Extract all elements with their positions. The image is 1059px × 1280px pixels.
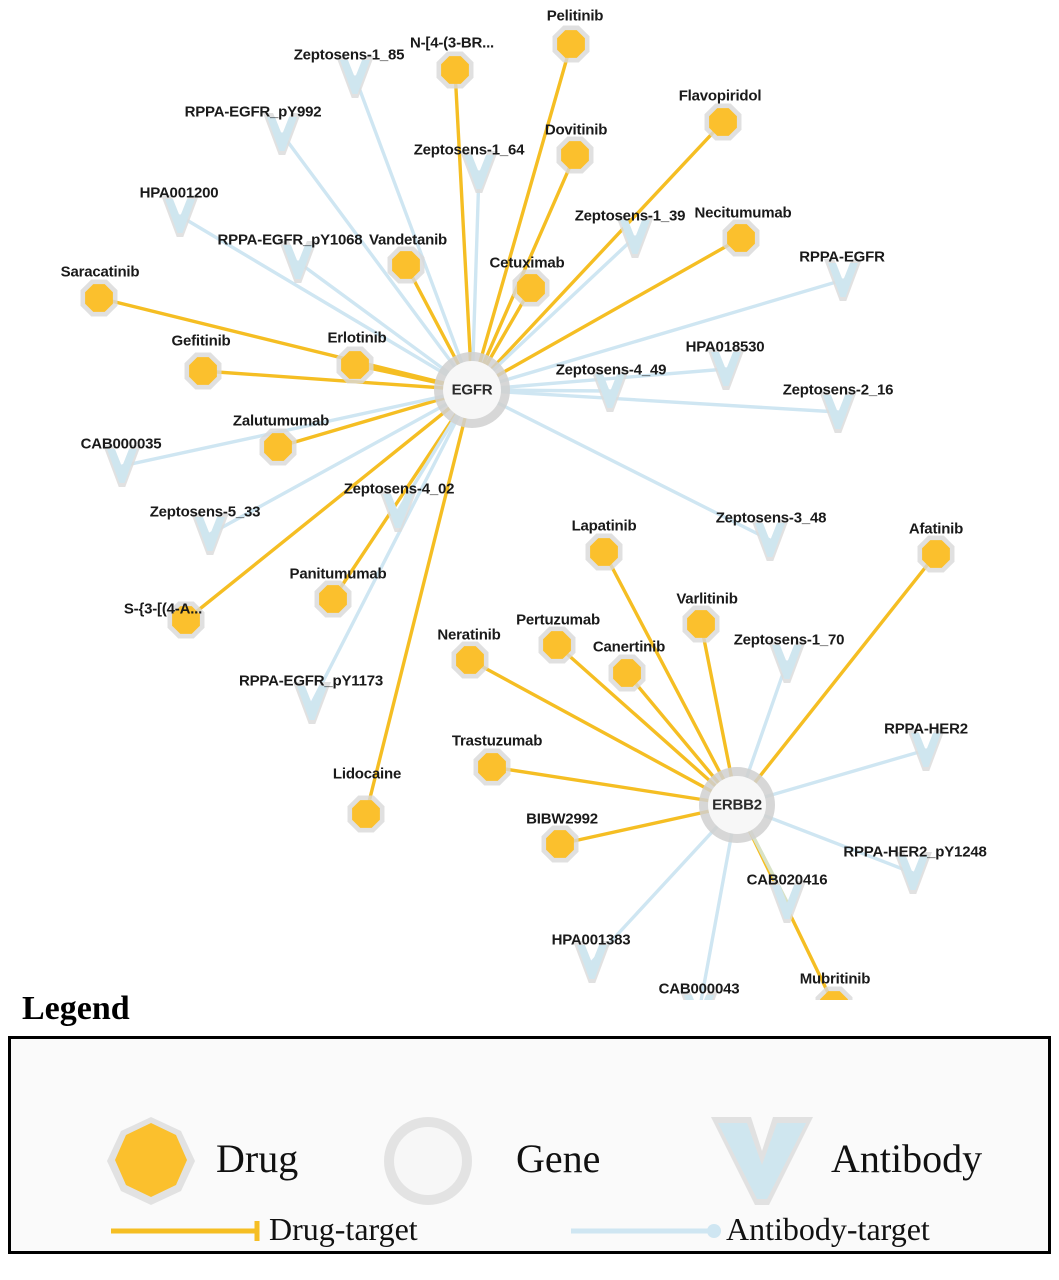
antibody-label-10: CAB000035 [80,435,162,453]
drug-shape [441,56,469,84]
drug-node [683,606,720,643]
drug-label-2: Flavopiridol [678,87,762,105]
antibody-label-15: RPPA-EGFR_pY1173 [238,672,384,690]
drug-label-16: Pertuzumab [516,611,600,629]
drug-shape [561,141,589,169]
drug-shape [590,538,618,566]
drug-shape [517,274,545,302]
drug-shape [85,284,113,312]
antibody-label-19: HPA001383 [551,931,631,949]
legend-antibody-edge [571,1224,721,1238]
drug-shape [546,830,574,858]
edge-drug-1 [455,70,472,390]
legend-antibody-icon [711,1117,813,1205]
drug-shape [543,631,571,659]
drug-node [918,536,955,573]
legend-drug-edge [111,1221,257,1241]
drug-shape [352,800,380,828]
drug-label-7: Saracatinib [60,263,140,281]
drug-node [81,280,118,317]
legend-gene-icon [384,1117,472,1205]
drug-shape [341,351,369,379]
drug-label-6: Cetuximab [489,254,565,272]
legend-label-drug: Drug [216,1136,299,1181]
drug-label-20: Lidocaine [332,765,402,783]
legend-title: Legend [22,990,130,1027]
drug-shape [264,433,292,461]
antibody-label-2: Zeptosens-1_64 [413,141,525,159]
drug-shape [189,357,217,385]
drug-node [315,581,352,618]
antibody-label-16: RPPA-HER2 [884,720,968,738]
drug-label-11: Afatinib [908,520,964,538]
drug-shape [613,659,641,687]
drug-label-22: Mubritinib [799,970,871,988]
antibody-label-20: CAB000043 [658,980,740,998]
antibody-label-7: HPA018530 [685,338,765,356]
drug-label-15: S-{3-[(4-A... [123,600,203,618]
edge-drug-11 [737,554,936,805]
legend-box [8,1036,1051,1254]
drug-shape [709,108,737,136]
drug-label-10: Zalutumumab [232,412,330,430]
drug-node [337,347,374,384]
drug-shape [319,585,347,613]
edge-antibody-15 [312,390,472,703]
drug-shape [478,753,506,781]
legend-label-antibody: Antibody [831,1136,983,1181]
drug-label-8: Erlotinib [327,329,387,347]
antibody-label-13: Zeptosens-3_48 [715,509,827,527]
legend-drug-icon [107,1117,195,1205]
drug-label-19: Trastuzumab [451,732,543,750]
drug-label-5: Vandetanib [368,231,448,249]
drug-label-21: BIBW2992 [526,810,598,828]
drug-shape [456,646,484,674]
antibody-label-4: Zeptosens-1_39 [574,207,686,225]
drug-shape [687,610,715,638]
legend-label-antibody-target: Antibody-target [726,1211,930,1247]
drug-node [586,534,623,571]
legend-label-drug-target: Drug-target [269,1211,418,1247]
edge-drug-20 [366,390,472,814]
drug-node [705,104,742,141]
drug-node [388,247,425,284]
antibody-label-17: RPPA-HER2_pY1248 [843,843,987,861]
drug-label-13: Varlitinib [676,590,738,608]
drug-node [539,627,576,664]
drug-shape [557,30,585,58]
legend-label-gene: Gene [516,1136,601,1181]
drug-label-17: Neratinib [437,626,501,644]
drug-node [474,749,511,786]
drug-label-18: Canertinib [592,638,666,656]
drug-node [452,642,489,679]
gene-label-egfr: EGFR [451,381,493,399]
drug-node [557,137,594,174]
drug-node [437,52,474,89]
drug-node [513,270,550,307]
antibody-label-6: RPPA-EGFR [799,248,885,266]
drug-shape [922,540,950,568]
drug-label-0: Pelitinib [546,7,604,25]
drug-node [609,655,646,692]
drug-shape [392,251,420,279]
antibody-label-1: RPPA-EGFR_pY992 [184,103,322,121]
antibody-label-12: Zeptosens-5_33 [149,503,261,521]
drug-label-1: N-[4-(3-BR... [409,34,495,52]
drug-label-12: Lapatinib [571,517,637,535]
antibody-label-18: CAB020416 [746,871,828,889]
antibody-label-5: RPPA-EGFR_pY1068 [217,231,363,249]
drug-node [185,353,222,390]
drug-node [553,26,590,63]
antibody-label-11: Zeptosens-4_02 [343,480,455,498]
drug-shape [727,224,755,252]
antibody-label-9: Zeptosens-2_16 [782,381,894,399]
legend [8,990,1051,1254]
drug-node [542,826,579,863]
drug-label-3: Dovitinib [544,121,608,139]
antibody-label-8: Zeptosens-4_49 [555,361,667,379]
drug-label-14: Panitumumab [289,565,387,583]
gene-label-erbb2: ERBB2 [712,796,762,814]
drug-label-4: Necitumumab [694,204,792,222]
antibody-label-3: HPA001200 [139,184,219,202]
drug-label-9: Gefitinib [171,332,231,350]
drug-node [260,429,297,466]
drug-node [723,220,760,257]
drug-node [348,796,385,833]
antibody-label-14: Zeptosens-1_70 [733,631,845,649]
antibody-label-0: Zeptosens-1_85 [293,46,405,64]
